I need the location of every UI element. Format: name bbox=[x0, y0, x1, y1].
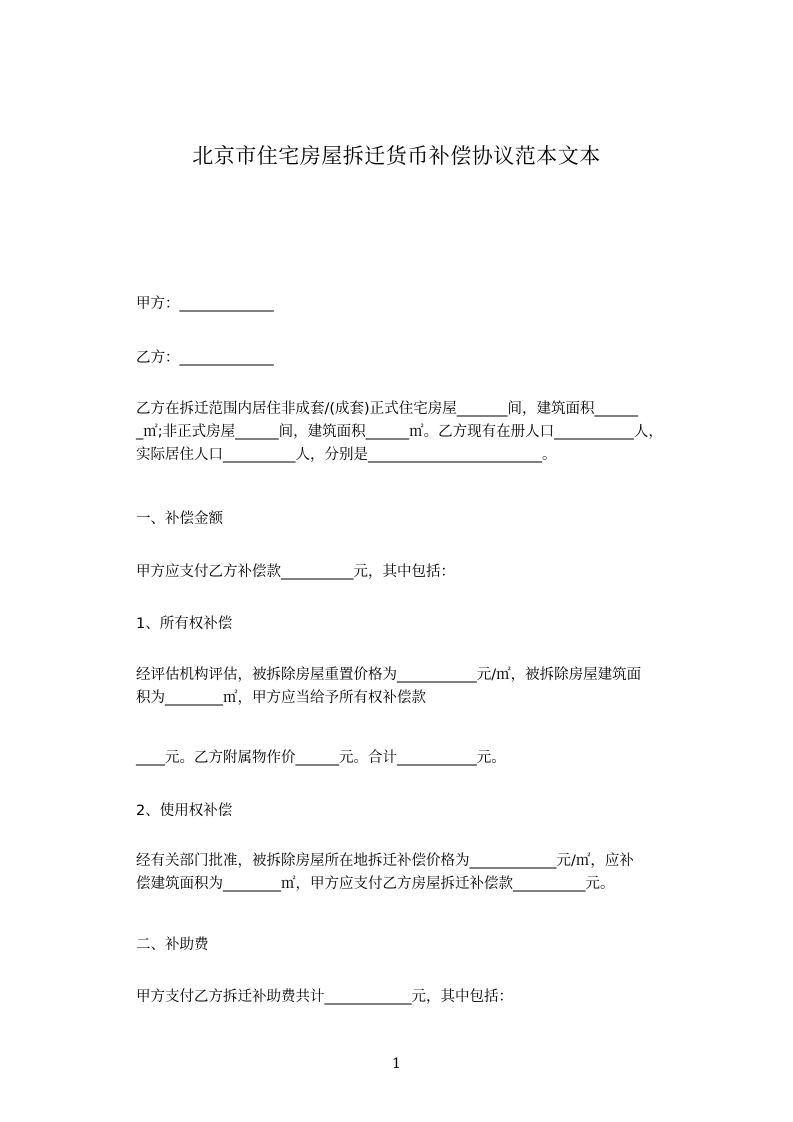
use-right-line: 偿建筑面积为________㎡，甲方应支付乙方房屋拆迁补偿款__________元。 bbox=[136, 876, 615, 892]
item-heading-ownership: 1、所有权补偿 bbox=[136, 616, 233, 632]
use-right-line: 经有关部门批准，被拆除房屋所在地拆迁补偿价格为____________元/㎡，应补 bbox=[136, 853, 634, 869]
intro-line: 乙方在拆迁范围内居住非成套/(成套)正式住宅房屋_______间，建筑面积______ bbox=[136, 401, 638, 417]
ownership-line: 经评估机构评估，被拆除房屋重置价格为___________元/㎡，被拆除房屋建筑面 bbox=[136, 667, 642, 683]
subsidy-total-line: 甲方支付乙方拆迁补助费共计____________元，其中包括： bbox=[136, 989, 513, 1005]
party-b-line: 乙方：_____________ bbox=[136, 350, 274, 366]
document-title: 北京市住宅房屋拆迁货币补偿协议范本文本 bbox=[192, 144, 601, 168]
use-right-paragraph bbox=[136, 850, 704, 896]
intro-line: 实际居住人口__________人，分别是________________________。 bbox=[136, 447, 557, 463]
item-heading-use-right: 2、使用权补偿 bbox=[136, 803, 233, 819]
ownership-paragraph bbox=[136, 664, 704, 710]
page-number: 1 bbox=[392, 1056, 401, 1072]
section-heading-subsidy: 二、补助费 bbox=[136, 937, 209, 953]
section-heading-compensation: 一、补偿金额 bbox=[136, 511, 223, 527]
compensation-total-line: 甲方应支付乙方补偿款__________元，其中包括： bbox=[136, 564, 455, 580]
ownership-line: 积为________㎡，甲方应当给予所有权补偿款 bbox=[136, 690, 426, 706]
ownership-continuation: ____元。乙方附属物作价______元。合计___________元。 bbox=[136, 750, 506, 766]
party-a-line: 甲方：_____________ bbox=[136, 296, 274, 312]
intro-line: _㎡;非正式房屋______间，建筑面积______㎡。乙方现有在册人口___________人， bbox=[136, 424, 663, 440]
intro-paragraph bbox=[136, 398, 704, 467]
